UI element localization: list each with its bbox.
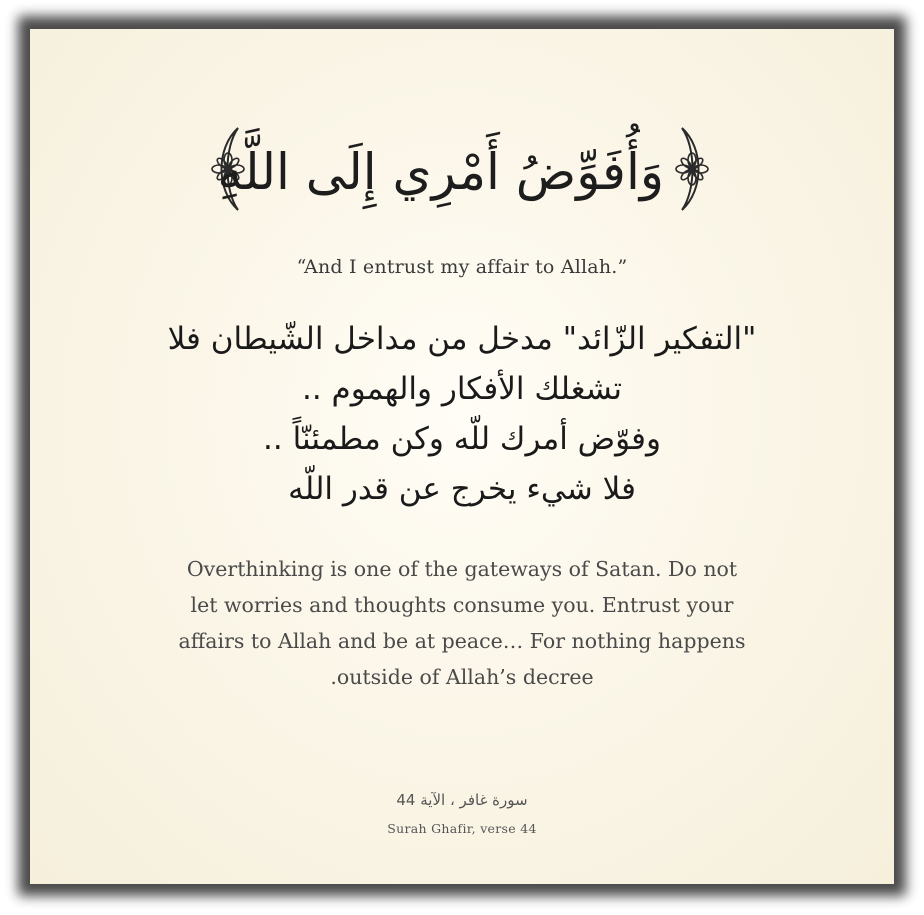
quote-arabic-line: فلا شيء يخرج عن قدر اللّه — [288, 471, 636, 507]
surah-reference-arabic: سورة غافر ، الآية 44 — [396, 791, 528, 809]
quote-english-line: let worries and thoughts consume you. Entrust your — [190, 593, 734, 617]
quote-card — [30, 29, 894, 884]
surah-reference-english: Surah Ghafir, verse 44 — [387, 821, 537, 836]
quote-arabic-line: "التفكير الزّائد" مدخل من مداخل الشّيطان فلا — [167, 321, 757, 357]
verse-arabic-text: وَأُفَوِّضُ أَمْرِي إِلَى اللَّهِ — [217, 143, 664, 201]
floral-ornament-right-icon — [666, 124, 712, 214]
quote-arabic-line: وفوّض أمرك للّه وكن مطمئنّاً .. — [263, 421, 661, 457]
quote-english-line: affairs to Allah and be at peace… For nothing happens — [178, 629, 746, 653]
quote-english — [162, 551, 762, 695]
verse-heading — [30, 124, 894, 224]
quote-english-line: Overthinking is one of the gateways of Satan. Do not — [186, 557, 738, 581]
quote-english-line: .outside of Allah’s decree — [330, 665, 594, 689]
quote-arabic-line: تشغلك الأفكار والهموم .. — [302, 371, 622, 407]
quote-arabic — [150, 314, 774, 514]
verse-translation: “And I entrust my affair to Allah.” — [296, 256, 628, 278]
